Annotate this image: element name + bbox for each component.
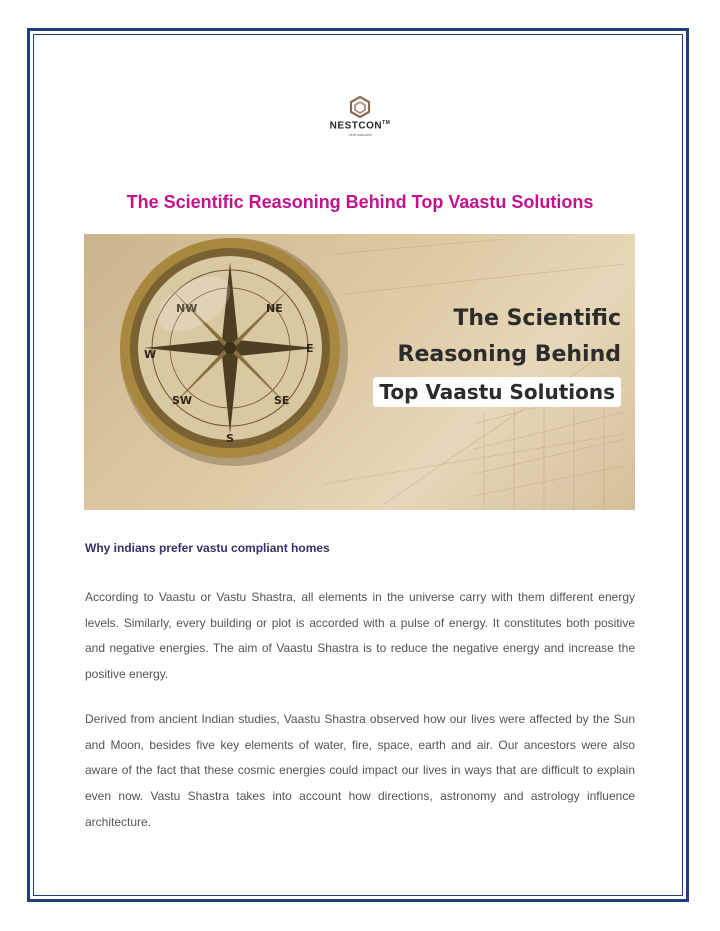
hexagon-logo-icon — [349, 96, 371, 118]
hero-illustration — [84, 234, 635, 510]
section-heading: Why indians prefer vastu compliant homes — [85, 541, 330, 555]
compass-label-s: S — [226, 432, 234, 445]
paragraph-1: According to Vaastu or Vastu Shastra, all elements in the universe carry with them different energy levels. Similarly, every building or plot is accorded with a pulse of energy. It constitutes both positive and negative energies. The aim of Vaastu Shastra is to reduce the negative energy and increase the positive energy. — [85, 590, 635, 682]
nestcon-logo — [320, 96, 400, 146]
paragraph-2: Derived from ancient Indian studies, Vaastu Shastra observed how our lives were affected by the Sun and Moon, besides five key elements of water, fire, space, earth and air. Our ancestors were also aware of the fact that these cosmic energies could impact our lives in ways that are difficult to explain even now. Vastu Shastra takes into account how directions, astronomy and astrology influence architecture. — [85, 712, 635, 829]
logo-wordmark: NESTCON™ — [329, 120, 391, 132]
hero-line-2: Reasoning Behind — [397, 342, 621, 367]
compass-label-sw: SW — [172, 394, 193, 407]
logo-tagline: nest assured — [348, 132, 372, 138]
compass-label-e: E — [306, 342, 314, 355]
hero-image — [84, 234, 635, 510]
hero-line-3: Top Vaastu Solutions — [373, 377, 621, 407]
compass-label-w: W — [144, 348, 157, 361]
compass-label-ne: NE — [266, 302, 283, 315]
compass-label-se: SE — [274, 394, 290, 407]
hero-line-1: The Scientific — [453, 306, 621, 331]
document-title: The Scientific Reasoning Behind Top Vaastu Solutions — [126, 192, 594, 212]
compass-label-nw: NW — [176, 302, 198, 315]
